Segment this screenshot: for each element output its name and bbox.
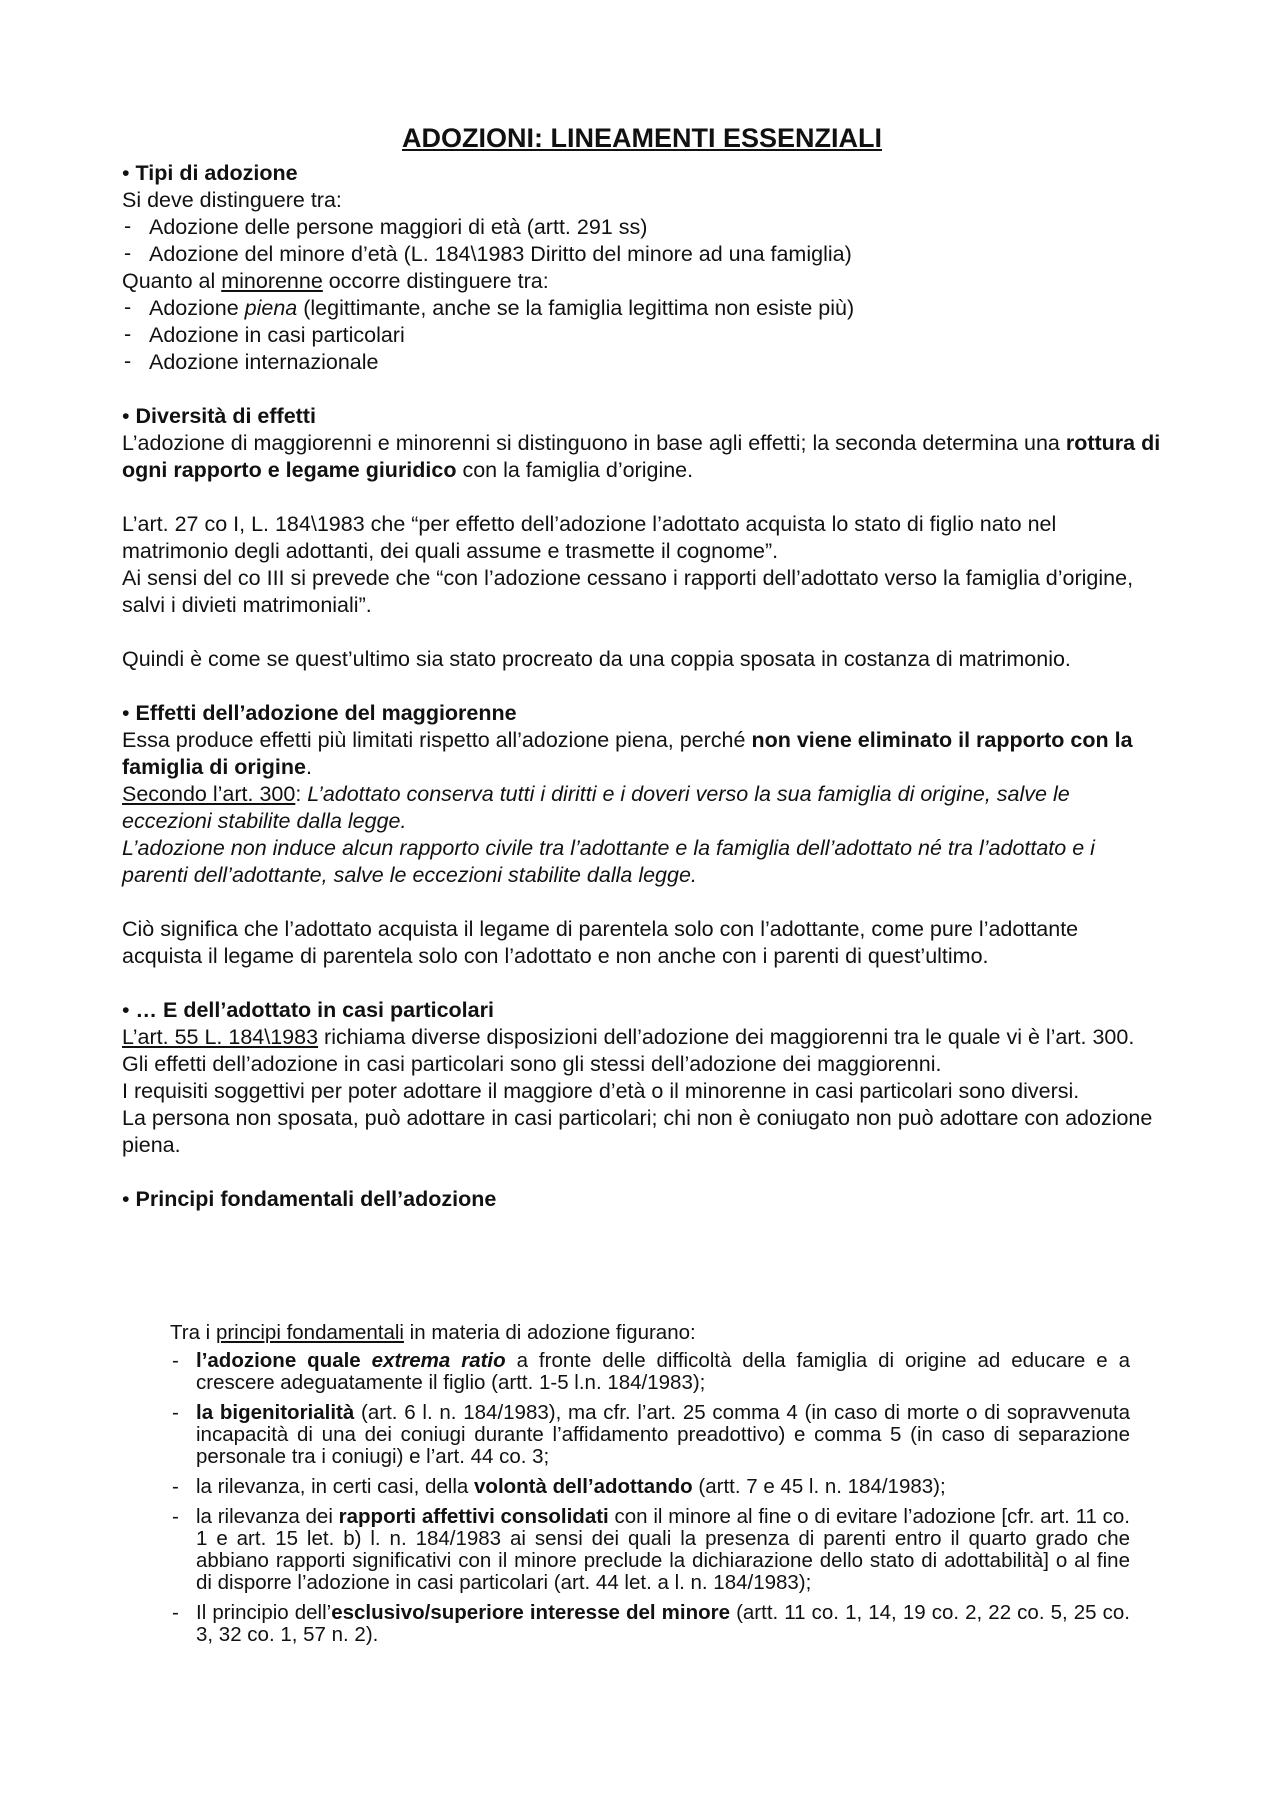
page-title: ADOZIONI: LINEAMENTI ESSENZIALI (401, 123, 882, 153)
paragraph: L’adozione non induce alcun rapporto civile tra l’adottante e la famiglia dell’adottato né tra l’adottato e i parenti dell’adottante, salve le eccezioni stabilite dalla legge. (122, 836, 1095, 887)
pasted-excerpt (170, 1322, 1130, 1654)
paragraph: La persona non sposata, può adottare in casi particolari; chi non è coniugato non può adottare con adozione piena. (122, 1106, 1153, 1157)
principles-list (170, 1350, 1130, 1646)
list-item: - la rilevanza dei rapporti affettivi consolidati con il minore al fine o di evitare l’adozione [cfr. art. 11 co. 1 e art. 15 let. b) l. n. 184/1983 ai sensi dei quali la presenza di parenti entro il quarto grado che abbiano rapporti significativi con il minore preclude la dichiarazione dello stato di adottabilità] o al fine di disporre l’adozione in casi particolari (art. 44 let. a l. n. 184/1983); (170, 1506, 1130, 1594)
paragraph: Quindi è come se quest’ultimo sia stato procreato da una coppia sposata in costanza di matrimonio. (122, 647, 1071, 671)
paragraph: L’adozione di maggiorenni e minorenni si distinguono in base agli effetti; la seconda determina una rottura di ogni rapporto e legame giuridico con la famiglia d’origine. (122, 431, 1161, 482)
paragraph: Ciò significa che l’adottato acquista il legame di parentela solo con l’adottante, come pure l’adottante acquista il legame di parentela solo con l’adottato e non anche con i parenti di quest’ultimo. (122, 917, 1079, 968)
paragraph: I requisiti soggettivi per poter adottare il maggiore d’età o il minorenne in casi particolari sono diversi. (122, 1079, 1080, 1103)
dash-list (122, 214, 1162, 268)
document-page (122, 122, 1162, 1213)
paragraph: Essa produce effetti più limitati rispetto all’adozione piena, perché non viene eliminato il rapporto con la famiglia di origine. (122, 728, 1133, 779)
list-item: - la rilevanza, in certi casi, della volontà dell’adottando (artt. 7 e 45 l. n. 184/1983); (170, 1476, 1130, 1498)
list-item: - Adozione internazionale (122, 349, 1162, 376)
list-item: - Adozione piena (legittimante, anche se la famiglia legittima non esiste più) (122, 295, 1162, 322)
excerpt-intro: Tra i principi fondamentali in materia di adozione figurano: (170, 1321, 696, 1344)
bullet: • (122, 404, 130, 428)
paragraph: L’art. 27 co I, L. 184\1983 che “per effetto dell’adozione l’adottato acquista lo stato di figlio nato nel matrimonio degli adottanti, dei quali assume e trasmette il cognome”. (122, 512, 1057, 563)
paragraph: L’art. 55 L. 184\1983 richiama diverse disposizioni dell’adozione dei maggiorenni tra le quale vi è l’art. 300. Gli effetti dell’adozione in casi particolari sono gli stessi dell’adozione dei maggiorenni. (122, 1025, 1135, 1076)
bullet: • (122, 701, 130, 725)
section-heading-tipi: • Tipi di adozione (122, 161, 298, 185)
bullet: • (122, 161, 130, 185)
list-item: - Adozione del minore d’età (L. 184\1983 Diritto del minore ad una famiglia) (122, 241, 1162, 268)
list-item: - Adozione delle persone maggiori di età (artt. 291 ss) (122, 214, 1162, 241)
paragraph: Ai sensi del co III si prevede che “con l’adozione cessano i rapporti dell’adottato verso la famiglia d’origine, salvi i divieti matrimoniali”. (122, 566, 1134, 617)
paragraph: Si deve distinguere tra: (122, 188, 342, 212)
dash-list (122, 295, 1162, 376)
section-heading-maggiorenne: • Effetti dell’adozione del maggiorenne (122, 701, 517, 725)
list-item: - Il principio dell’esclusivo/superiore interesse del minore (artt. 11 co. 1, 14, 19 co. 2, 22 co. 5, 25 co. 3, 32 co. 1, 57 n. 2). (170, 1602, 1130, 1646)
paragraph: Quanto al minorenne occorre distinguere tra: (122, 269, 549, 293)
bullet: • (122, 1187, 130, 1211)
paragraph: Secondo l’art. 300: L’adottato conserva tutti i diritti e i doveri verso la sua famiglia di origine, salve le eccezioni stabilite dalla legge. (122, 782, 1070, 833)
list-item: - l’adozione quale extrema ratio a fronte delle difficoltà della famiglia di origine ad educare e a crescere adeguatamente il figlio (artt. 1-5 l.n. 184/1983); (170, 1350, 1130, 1394)
list-item: - la bigenitorialità (art. 6 l. n. 184/1983), ma cfr. l’art. 25 comma 4 (in caso di morte o di sopravvenuta incapacità di una dei coniugi durante l’affidamento preadottivo) e comma 5 (in caso di separazione personale tra i coniugi) e l’art. 44 co. 3; (170, 1402, 1130, 1468)
section-heading-principi: • Principi fondamentali dell’adozione (122, 1187, 497, 1211)
list-item: - Adozione in casi particolari (122, 322, 1162, 349)
section-heading-diversita: • Diversità di effetti (122, 404, 316, 428)
bullet: • (122, 998, 130, 1022)
section-heading-casi-particolari: • … E dell’adottato in casi particolari (122, 998, 494, 1022)
